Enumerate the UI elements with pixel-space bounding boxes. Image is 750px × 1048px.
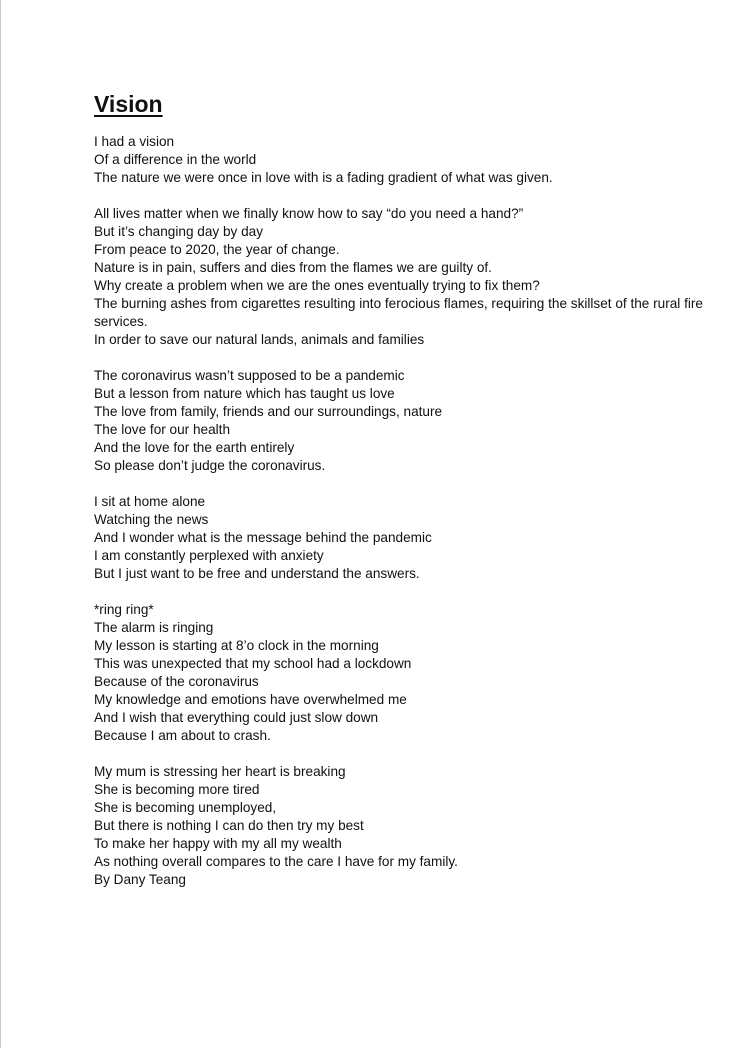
poem-line: So please don’t judge the coronavirus. bbox=[94, 458, 326, 473]
poem-line: She is becoming unemployed, bbox=[94, 800, 277, 815]
poem-line: I had a vision bbox=[94, 134, 175, 149]
poem-line: My lesson is starting at 8’o clock in the morning bbox=[94, 638, 379, 653]
poem-line: And I wish that everything could just slow down bbox=[94, 710, 379, 725]
poem-line: The burning ashes from cigarettes resulting into ferocious flames, requiring the skillset of the rural fire services. bbox=[94, 296, 703, 329]
poem-line: But a lesson from nature which has taught us love bbox=[94, 386, 395, 401]
poem-line: *ring ring* bbox=[94, 602, 154, 617]
poem bbox=[94, 88, 724, 907]
stanza-6 bbox=[94, 763, 724, 889]
stanza-1 bbox=[94, 133, 724, 187]
poem-line: Watching the news bbox=[94, 512, 209, 527]
stanza-5 bbox=[94, 601, 724, 745]
poem-line: I sit at home alone bbox=[94, 494, 206, 509]
poem-author: By Dany Teang bbox=[94, 872, 186, 887]
poem-line: As nothing overall compares to the care I have for my family. bbox=[94, 854, 458, 869]
poem-line: I am constantly perplexed with anxiety bbox=[94, 548, 324, 563]
poem-line: In order to save our natural lands, animals and families bbox=[94, 332, 425, 347]
poem-line: This was unexpected that my school had a lockdown bbox=[94, 656, 412, 671]
poem-line: To make her happy with my all my wealth bbox=[94, 836, 342, 851]
poem-line: The alarm is ringing bbox=[94, 620, 214, 635]
poem-line: The love for our health bbox=[94, 422, 231, 437]
poem-line: All lives matter when we finally know how to say “do you need a hand?” bbox=[94, 206, 524, 221]
poem-title: Vision bbox=[94, 91, 163, 117]
stanza-4 bbox=[94, 493, 724, 583]
poem-line: Because I am about to crash. bbox=[94, 728, 271, 743]
poem-line: And the love for the earth entirely bbox=[94, 440, 295, 455]
poem-line: But I just want to be free and understand the answers. bbox=[94, 566, 420, 581]
poem-line: The love from family, friends and our surroundings, nature bbox=[94, 404, 443, 419]
poem-line: She is becoming more tired bbox=[94, 782, 260, 797]
poem-line: Nature is in pain, suffers and dies from the flames we are guilty of. bbox=[94, 260, 492, 275]
poem-line: My mum is stressing her heart is breaking bbox=[94, 764, 346, 779]
poem-line: My knowledge and emotions have overwhelmed me bbox=[94, 692, 407, 707]
poem-line: And I wonder what is the message behind the pandemic bbox=[94, 530, 432, 545]
poem-line: The coronavirus wasn’t supposed to be a pandemic bbox=[94, 368, 405, 383]
poem-line: Because of the coronavirus bbox=[94, 674, 259, 689]
stanza-3 bbox=[94, 367, 724, 475]
poem-line: Of a difference in the world bbox=[94, 152, 257, 167]
poem-line: But there is nothing I can do then try my best bbox=[94, 818, 364, 833]
stanza-2 bbox=[94, 205, 724, 349]
poem-line: Why create a problem when we are the ones eventually trying to fix them? bbox=[94, 278, 540, 293]
poem-line: But it’s changing day by day bbox=[94, 224, 264, 239]
poem-line: From peace to 2020, the year of change. bbox=[94, 242, 340, 257]
poem-line: The nature we were once in love with is a fading gradient of what was given. bbox=[94, 170, 553, 185]
